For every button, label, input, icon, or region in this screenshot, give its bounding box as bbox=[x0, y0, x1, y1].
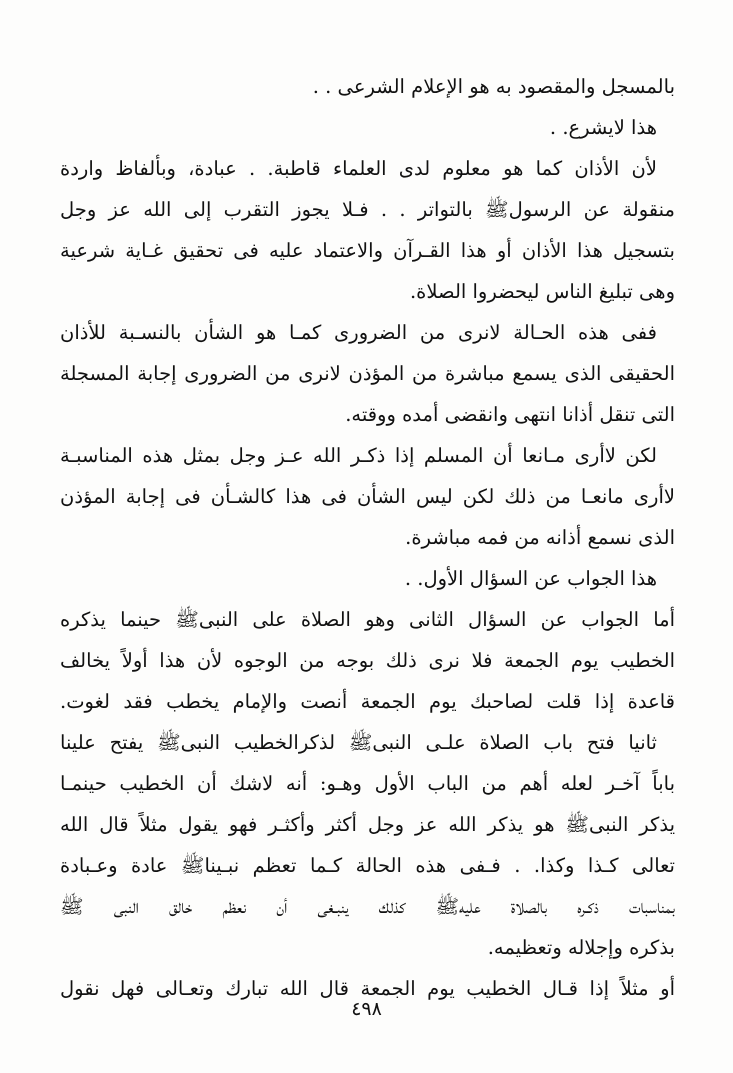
text-line: أما الجواب عن السؤال الثانى وهو الصلاة على النبىﷺ حينما يذكره bbox=[60, 608, 675, 631]
text-line: ثانيا فتح باب الصلاة علـى النبىﷺ لذكرالخطيب النبىﷺ يفتح علينا bbox=[60, 731, 657, 754]
text-line: بالمسجل والمقصود به هو الإعلام الشرعى . . bbox=[312, 75, 675, 98]
text-line: هذا لايشرع. . bbox=[549, 116, 657, 139]
text-line: الخطيب يوم الجمعة فلا نرى ذلك بوجه من الوجوه لأن هذا أولاً يخالف bbox=[60, 649, 675, 672]
text-line: هذا الجواب عن السؤال الأول. . bbox=[404, 567, 657, 590]
text-line: الذى نسمع أذانه من فمه مباشرة. bbox=[405, 526, 675, 549]
text-line: بتسجيل هذا الأذان أو هذا القـرآن والاعتماد عليه فى تحقيق غـاية شرعية bbox=[60, 239, 675, 262]
body-text bbox=[60, 66, 675, 1009]
text-line: لاأرى مانعـا من ذلك لكن ليس الشأن فى هذا كالشـأن فى إجابة المؤذن bbox=[60, 485, 675, 508]
text-line: لكن لاأرى مـانعا أن المسلم إذا ذكـر الله عـز وجل بمثل هذه المناسبـة bbox=[60, 444, 657, 467]
text-line: بمناسبات ذكـره بالصلاة عليهﷺ كذلك ينبـغى أن نعظم خالق النبى ﷺ bbox=[60, 895, 675, 918]
text-line: تعالى كـذا وكذا. . فـفى هذه الحالة كـما تعظم نبـيناﷺ عادة وعـبادة bbox=[60, 854, 675, 877]
text-line: باباً آخـر لعله أهم من الباب الأول وهـو: أنه لاشك أن الخطيب حينمـا bbox=[60, 772, 675, 795]
text-line: لأن الأذان كما هو معلوم لدى العلماء قاطبة. . عبادة، وبألفاظ واردة bbox=[60, 157, 657, 180]
text-line: أو مثلاً إذا قـال الخطيب يوم الجمعة قال الله تبارك وتعـالى فهل نقول bbox=[60, 977, 675, 1000]
text-line: وهى تبليغ الناس ليحضروا الصلاة. bbox=[409, 280, 675, 303]
text-line: قاعدة إذا قلت لصاحبك يوم الجمعة أنصت والإمام يخطب فقد لغوت. bbox=[60, 690, 675, 713]
text-line: التى تنقل أذانا انتهى وانقضى أمده ووقته. bbox=[345, 403, 675, 426]
text-line: يذكر النبىﷺ هو يذكر الله عز وجل أكثر وأكثـر فهو يقول مثلاً قال الله bbox=[60, 813, 675, 836]
text-line: بذكره وإجلاله وتعظيمه. bbox=[487, 936, 675, 959]
page-number: ٤٩٨ bbox=[351, 998, 382, 1020]
text-line: ففى هذه الحـالة لانرى من الضرورى كمـا هو الشأن بالنسـبة للأذان bbox=[60, 321, 657, 344]
text-line: منقولة عن الرسولﷺ بالتواتر . . فـلا يجوز التقرب إلى الله عز وجل bbox=[60, 198, 675, 221]
text-line: الحقيقى الذى يسمع مباشرة من المؤذن لانرى من الضرورى إجابة المسجلة bbox=[60, 362, 675, 385]
